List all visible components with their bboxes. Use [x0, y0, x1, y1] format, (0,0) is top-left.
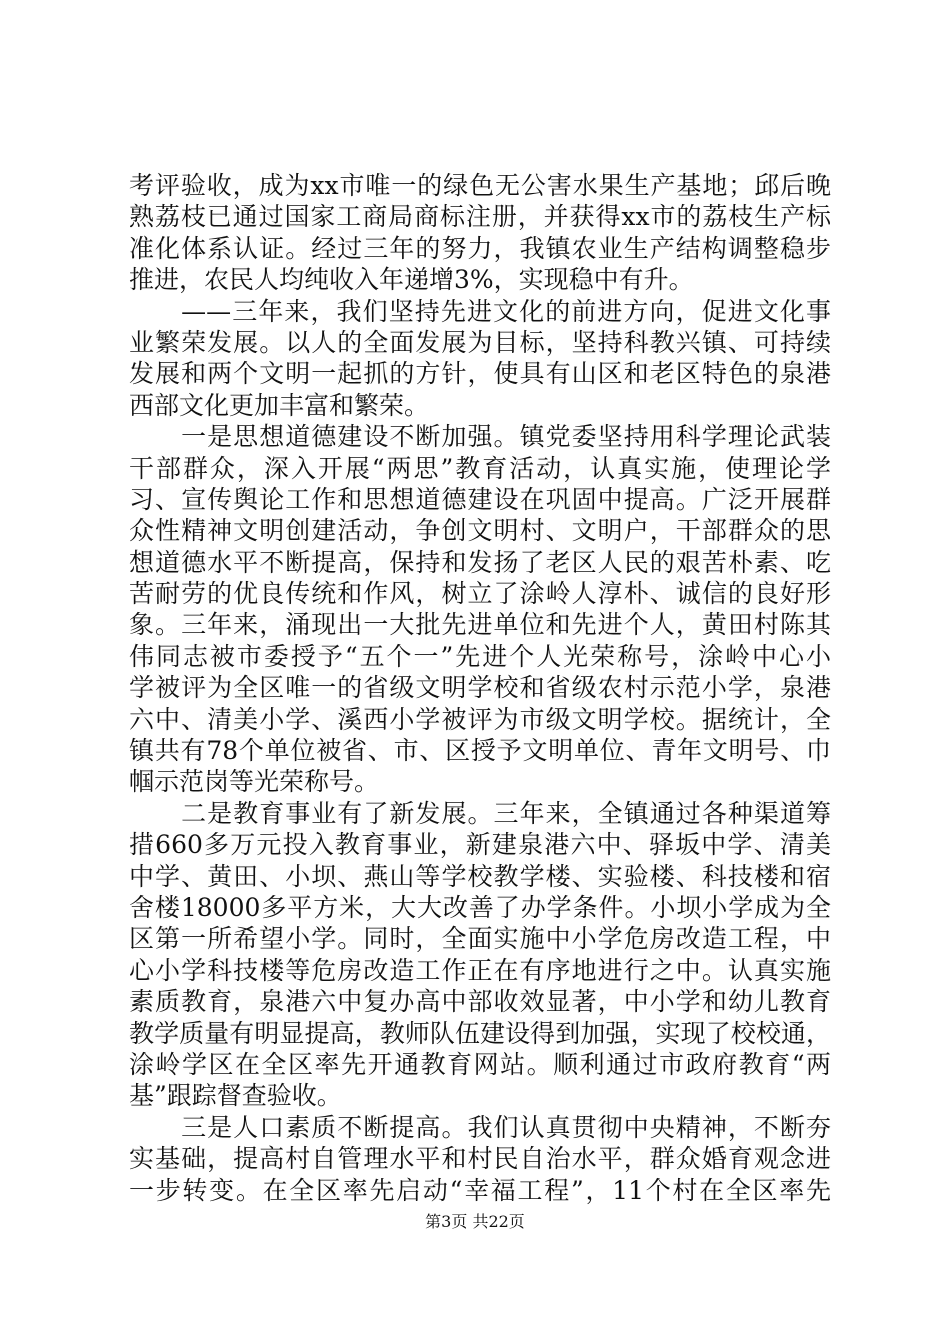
text-line: 西部文化更加丰富和繁荣。	[129, 390, 430, 420]
text-line: 习、宣传舆论工作和思想道德建设在巩固中提高。广泛开展群	[129, 484, 831, 514]
text-line: 措660多万元投入教育事业，新建泉港六中、驿坂中学、清美	[129, 830, 831, 860]
text-line: 基”跟踪督查验收。	[129, 1081, 342, 1111]
text-line: 一是思想道德建设不断加强。镇党委坚持用科学理论武装	[129, 422, 831, 452]
text-line: 学被评为全区唯一的省级文明学校和省级农村示范小学，泉港	[129, 673, 831, 703]
text-line: 舍楼18000多平方米，大大改善了办学条件。小坝小学成为全	[129, 892, 831, 922]
text-line: 心小学科技楼等危房改造工作正在有序地进行之中。认真实施	[129, 955, 831, 985]
text-line: 一步转变。在全区率先启动“幸福工程”，11个村在全区率先	[129, 1175, 831, 1205]
text-line: 发展和两个文明一起抓的方针，使具有山区和老区特色的泉港	[129, 359, 831, 389]
text-line: 素质教育，泉港六中复办高中部收效显著，中小学和幼儿教育	[129, 987, 831, 1017]
text-line: 众性精神文明创建活动，争创文明村、文明户，干部群众的思	[129, 516, 831, 546]
text-line: 六中、清美小学、溪西小学被评为市级文明学校。据统计，全	[129, 704, 831, 734]
text-line: 帼示范岗等光荣称号。	[129, 767, 380, 797]
text-line: 苦耐劳的优良传统和作风，树立了涂岭人淳朴、诚信的良好形	[129, 579, 831, 609]
body-text	[129, 170, 831, 1206]
text-line: ——三年来，我们坚持先进文化的前进方向，促进文化事	[129, 296, 831, 326]
text-line: 考评验收，成为xx市唯一的绿色无公害水果生产基地；邱后晚	[129, 171, 831, 200]
text-line: 涂岭学区在全区率先开通教育网站。顺利通过市政府教育“两	[129, 1049, 831, 1079]
text-line: 推进，农民人均纯收入年递增3%，实现稳中有升。	[129, 265, 694, 295]
text-line: 准化体系认证。经过三年的努力，我镇农业生产结构调整稳步	[129, 233, 831, 263]
text-line: 实基础，提高村自管理水平和村民自治水平，群众婚育观念进	[129, 1144, 831, 1174]
text-line: 二是教育事业有了新发展。三年来，全镇通过各种渠道筹	[129, 798, 831, 828]
text-line: 干部群众，深入开展“两思”教育活动，认真实施，使理论学	[129, 453, 831, 483]
text-line: 镇共有78个单位被省、市、区授予文明单位、青年文明号、巾	[129, 736, 831, 766]
text-line: 中学、黄田、小坝、燕山等学校教学楼、实验楼、科技楼和宿	[129, 861, 831, 891]
text-line: 伟同志被市委授予“五个一”先进个人光荣称号，涂岭中心小	[129, 641, 831, 671]
text-line: 象。三年来，涌现出一大批先进单位和先进个人，黄田村陈其	[129, 610, 831, 640]
text-line: 区第一所希望小学。同时，全面实施中小学危房改造工程，中	[129, 924, 831, 954]
page-footer: 第3页 共22页	[425, 1212, 525, 1231]
text-line: 想道德水平不断提高，保持和发扬了老区人民的艰苦朴素、吃	[129, 547, 831, 577]
text-line: 业繁荣发展。以人的全面发展为目标，坚持科教兴镇、可持续	[129, 327, 831, 357]
text-line: 教学质量有明显提高，教师队伍建设得到加强，实现了校校通，	[129, 1018, 831, 1048]
text-line: 三是人口素质不断提高。我们认真贯彻中央精神，不断夯	[129, 1112, 831, 1142]
text-line: 熟荔枝已通过国家工商局商标注册，并获得xx市的荔枝生产标	[129, 202, 831, 232]
